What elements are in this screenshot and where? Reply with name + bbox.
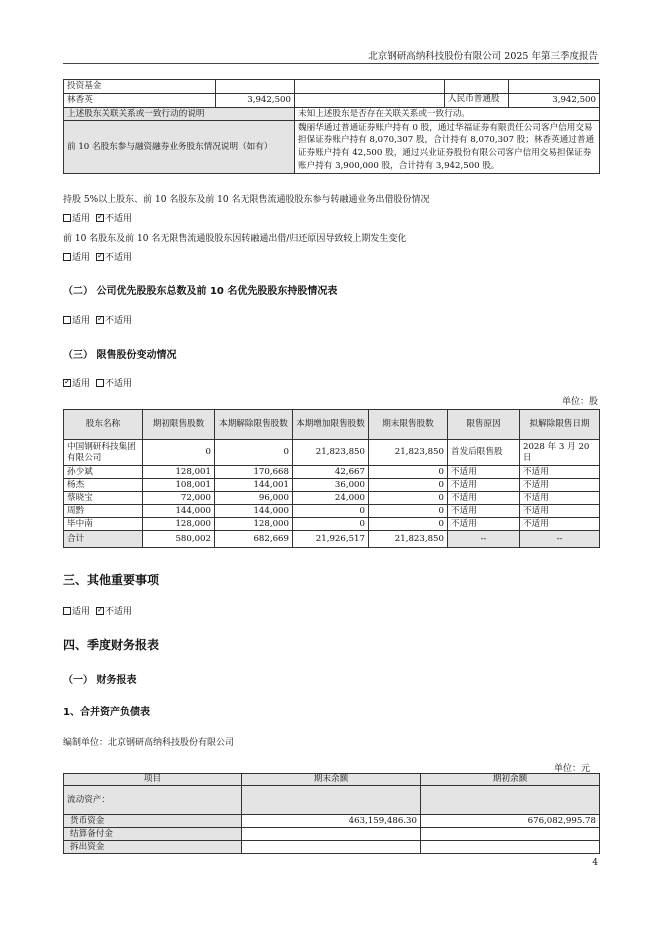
table-row: 毕中南 128,000 128,000 0 0 不适用 不适用	[64, 518, 600, 531]
restricted-checkboxes: ✓适用 不适用	[63, 376, 132, 389]
checkbox-not-applicable[interactable]	[96, 316, 104, 324]
column-header: 项目	[64, 774, 242, 786]
lending-checkboxes: 适用✓ 不适用	[63, 211, 132, 224]
table-row: 结算备付金	[64, 828, 600, 841]
other-checkboxes: 适用✓ 不适用	[63, 604, 132, 617]
lending-text: 持股 5%以上股东、前 10 名股东及前 10 名无限售流通股股东参与转融通业务出借股份情况	[63, 195, 430, 205]
table-row: 中国钢研科技集团有限公司 0 0 21,823,850 21,823,850 首发后限售股 2028 年 3 月 20 日	[64, 440, 600, 466]
table-row: 流动资产：	[64, 786, 600, 815]
table-row: 蔡晓宝 72,000 96,000 24,000 0 不适用 不适用	[64, 492, 600, 505]
preferred-checkboxes: 适用✓ 不适用	[63, 313, 132, 326]
change-checkboxes: 适用✓ 不适用	[63, 250, 132, 263]
share-count: 3,942,500	[509, 94, 600, 108]
table-row: 孙少斌 128,001 170,668 42,667 0 不适用 不适用	[64, 466, 600, 479]
table-row: 货币资金 463,159,486.30 676,082,995.78	[64, 815, 600, 828]
page-number: 4	[592, 858, 598, 868]
table-row	[64, 108, 600, 121]
header-divider	[63, 63, 599, 64]
table-row	[64, 80, 600, 94]
table-total-row: 合计 580,002 682,669 21,926,517 21,823,850 -- --	[64, 531, 600, 548]
table-row: 拆出资金	[64, 841, 600, 854]
compiler-line: 编制单位：北京钢研高纳科技股份有限公司	[63, 738, 235, 748]
table-row: 周黔 144,000 144,000 0 0 不适用 不适用	[64, 505, 600, 518]
checkbox-applicable[interactable]	[63, 379, 71, 387]
share-type: 人民币普通股	[448, 94, 500, 104]
report-header-title: 北京钢研高纳科技股份有限公司 2025 年第三季度报告	[368, 51, 598, 62]
shareholder-name: 林香英	[64, 94, 216, 108]
checkbox-not-applicable[interactable]	[96, 607, 104, 615]
change-text: 前 10 名股东及前 10 名无限售流通股股东因转融通出借/归还原因导致较上期发生变化	[63, 234, 407, 244]
balance-sheet-table	[63, 773, 600, 854]
checkbox-not-applicable[interactable]	[96, 379, 104, 387]
column-header: 本期增加限售股数	[293, 410, 369, 440]
margin-trading-value: 魏丽华通过普通证券账户持有 0 股，通过华福证券有限责任公司客户信用交易担保证券账户持有 8,070,307 股，合计持有 8,070,307 股；林香英通过普通证券账户持有 42,500 股，通过兴业证券股份有限公司客户信用交易担保证券账户持有 3,900,000 股，合计持有 3,942,500 股。	[295, 121, 600, 174]
section-restricted-title: （三） 限售股份变动情况	[63, 350, 177, 361]
column-header: 本期解除限售股数	[215, 410, 293, 440]
margin-trading-label: 前 10 名股东参与融资融券业务股东情况说明（如有）	[64, 121, 295, 174]
section-fin-title: 四、季度财务报表	[63, 638, 160, 652]
column-header: 期末限售股数	[369, 410, 448, 440]
section-other-title: 三、其他重要事项	[63, 573, 160, 587]
restricted-shares-table	[63, 409, 600, 548]
column-header: 限售原因	[448, 410, 520, 440]
shareholder-shares: 3,942,500	[216, 94, 295, 108]
shareholder-table	[63, 79, 600, 174]
table-row	[64, 121, 600, 174]
column-header: 期初余额	[421, 774, 600, 786]
column-header: 期初限售股数	[143, 410, 215, 440]
column-header: 拟解除限售日期	[520, 410, 600, 440]
column-header: 股东名称	[64, 410, 143, 440]
table-header-row	[64, 774, 600, 786]
column-header: 期末余额	[242, 774, 421, 786]
checkbox-applicable[interactable]	[63, 253, 71, 261]
table-header-row	[64, 410, 600, 440]
checkbox-not-applicable[interactable]	[96, 214, 104, 222]
checkbox-applicable[interactable]	[63, 316, 71, 324]
checkbox-applicable[interactable]	[63, 214, 71, 222]
related-party-label: 上述股东关联关系或一致行动的说明	[64, 108, 295, 121]
table-row: 杨杰 108,001 144,001 36,000 0 不适用 不适用	[64, 479, 600, 492]
shareholder-name: 投资基金	[64, 80, 216, 94]
checkbox-not-applicable[interactable]	[96, 253, 104, 261]
restricted-unit: 单位：股	[561, 397, 598, 407]
section-preferred-title: （二） 公司优先股股东总数及前 10 名优先股股东持股情况表	[63, 286, 338, 297]
section-fin-sub2: 1、合并资产负债表	[63, 707, 150, 718]
checkbox-applicable[interactable]	[63, 607, 71, 615]
section-fin-sub: （一） 财务报表	[63, 675, 137, 686]
fin-unit: 单位：元	[553, 764, 590, 774]
table-row	[64, 94, 600, 108]
related-party-value: 未知上述股东是否存在关联关系或一致行动。	[295, 108, 600, 121]
